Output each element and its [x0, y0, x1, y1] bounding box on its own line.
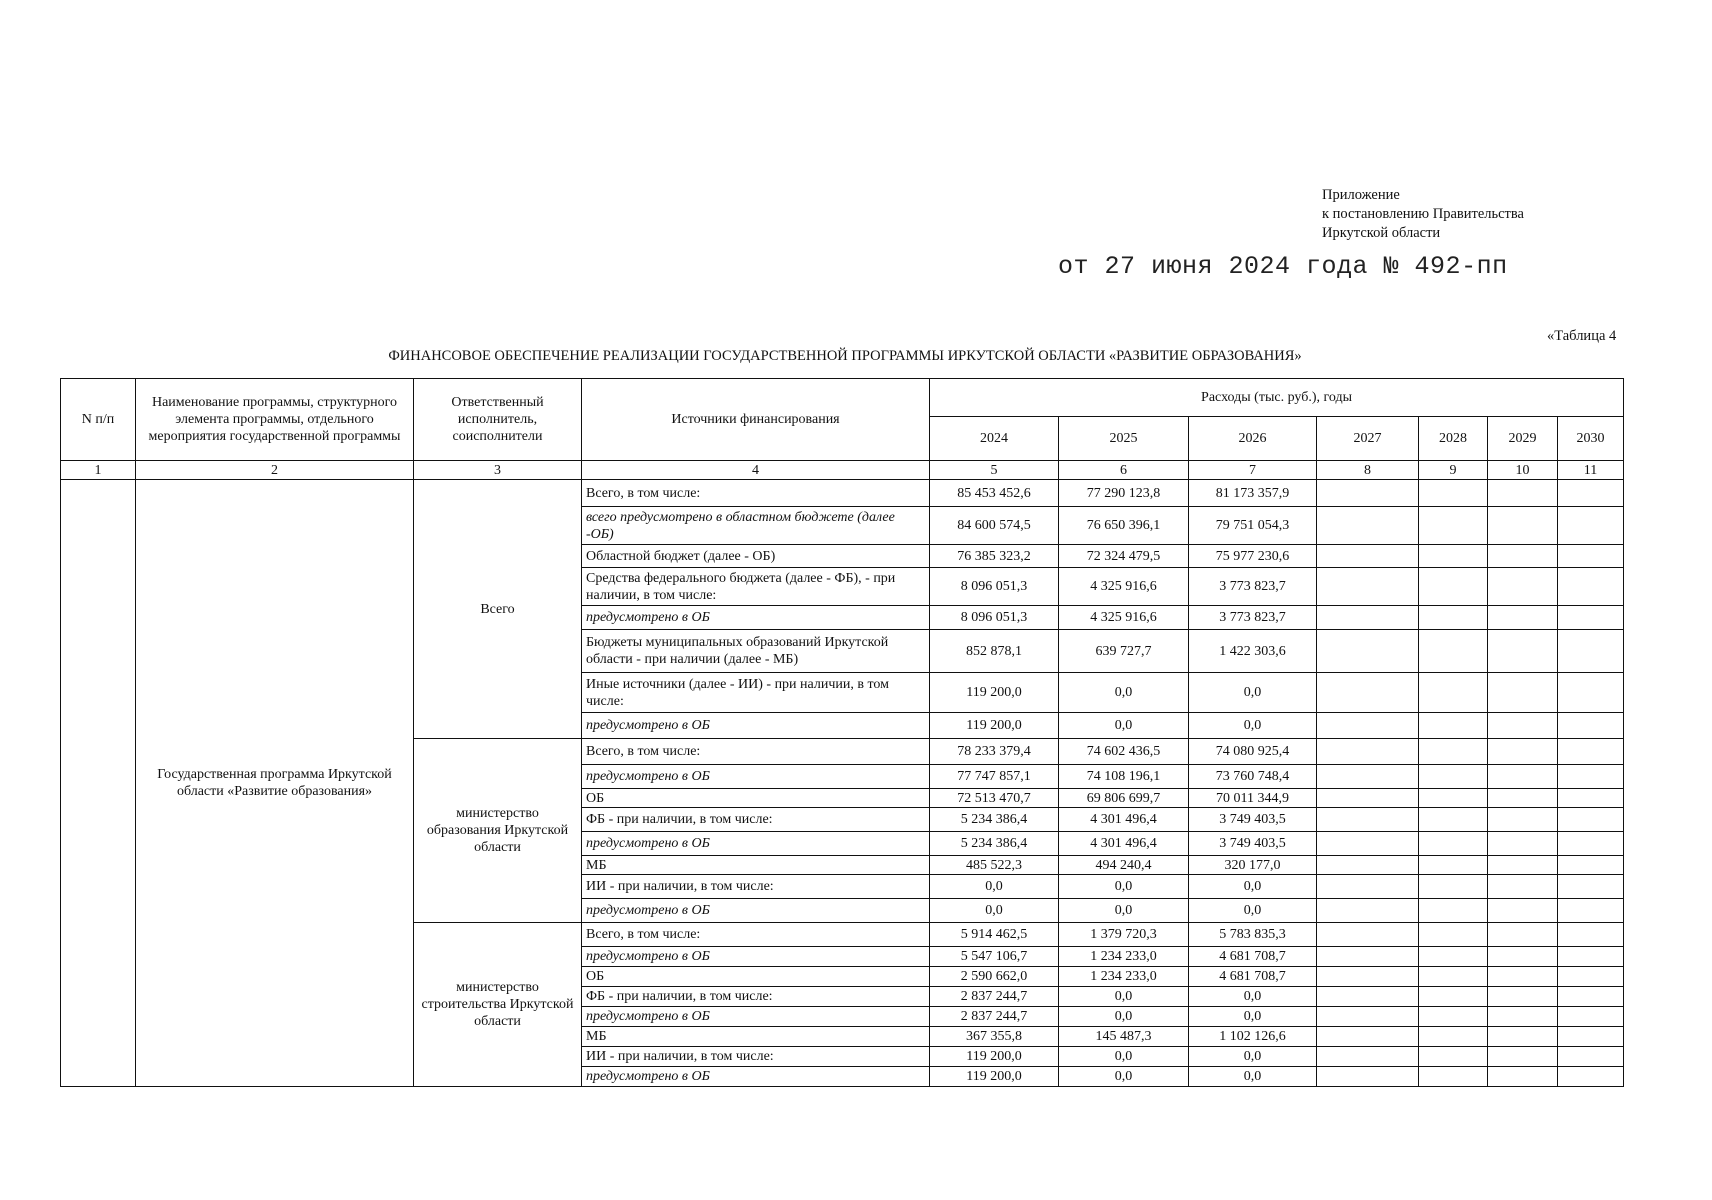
value-cell: 4 325 916,6: [1059, 606, 1189, 630]
header-source: Источники финансирования: [582, 379, 930, 461]
empty-value-cell: [1558, 673, 1624, 713]
value-cell: 70 011 344,9: [1189, 789, 1317, 808]
empty-value-cell: [1419, 630, 1488, 673]
empty-value-cell: [1558, 947, 1624, 967]
value-cell: 1 379 720,3: [1059, 923, 1189, 947]
empty-value-cell: [1558, 875, 1624, 899]
value-cell: 0,0: [1189, 899, 1317, 923]
empty-value-cell: [1419, 1027, 1488, 1047]
empty-value-cell: [1488, 967, 1558, 987]
empty-value-cell: [1317, 987, 1419, 1007]
value-cell: 72 324 479,5: [1059, 545, 1189, 568]
source-cell: Всего, в том числе:: [582, 739, 930, 765]
column-index: 8: [1317, 461, 1419, 480]
empty-value-cell: [1488, 832, 1558, 856]
value-cell: 0,0: [1059, 875, 1189, 899]
value-cell: 85 453 452,6: [930, 480, 1059, 507]
empty-value-cell: [1558, 713, 1624, 739]
value-cell: 0,0: [1189, 987, 1317, 1007]
column-index: 4: [582, 461, 930, 480]
source-cell: всего предусмотрено в областном бюджете (далее -ОБ): [582, 507, 930, 545]
source-cell: Бюджеты муниципальных образований Иркутской области - при наличии (далее - МБ): [582, 630, 930, 673]
empty-value-cell: [1317, 1027, 1419, 1047]
empty-value-cell: [1317, 808, 1419, 832]
empty-value-cell: [1488, 899, 1558, 923]
value-cell: 320 177,0: [1189, 856, 1317, 875]
value-cell: 0,0: [1189, 673, 1317, 713]
value-cell: 5 234 386,4: [930, 808, 1059, 832]
empty-value-cell: [1419, 987, 1488, 1007]
value-cell: 2 837 244,7: [930, 987, 1059, 1007]
empty-value-cell: [1317, 507, 1419, 545]
source-cell: МБ: [582, 1027, 930, 1047]
value-cell: 0,0: [1059, 1007, 1189, 1027]
value-cell: 0,0: [1059, 1047, 1189, 1067]
value-cell: 0,0: [1189, 1047, 1317, 1067]
empty-value-cell: [1488, 568, 1558, 606]
empty-value-cell: [1419, 1007, 1488, 1027]
empty-value-cell: [1558, 568, 1624, 606]
column-index: 5: [930, 461, 1059, 480]
value-cell: 119 200,0: [930, 713, 1059, 739]
header-program-name: Наименование программы, структурного элемента программы, отдельного мероприятия государственной программы: [136, 379, 414, 461]
source-cell: ОБ: [582, 789, 930, 808]
value-cell: 1 422 303,6: [1189, 630, 1317, 673]
value-cell: 0,0: [1189, 875, 1317, 899]
empty-value-cell: [1317, 832, 1419, 856]
empty-value-cell: [1558, 606, 1624, 630]
empty-value-cell: [1488, 765, 1558, 789]
empty-value-cell: [1317, 967, 1419, 987]
value-cell: 8 096 051,3: [930, 606, 1059, 630]
header-expenses: Расходы (тыс. руб.), годы: [930, 379, 1624, 417]
value-cell: 77 747 857,1: [930, 765, 1059, 789]
value-cell: 79 751 054,3: [1189, 507, 1317, 545]
empty-value-cell: [1317, 947, 1419, 967]
value-cell: 74 108 196,1: [1059, 765, 1189, 789]
column-index-row: [61, 461, 1624, 480]
column-index: 11: [1558, 461, 1624, 480]
column-index: 3: [414, 461, 582, 480]
empty-value-cell: [1317, 1067, 1419, 1087]
value-cell: 1 234 233,0: [1059, 947, 1189, 967]
value-cell: 0,0: [1059, 987, 1189, 1007]
resolution-stamp: от 27 июня 2024 года № 492-пп: [1058, 252, 1508, 281]
empty-value-cell: [1558, 480, 1624, 507]
empty-value-cell: [1558, 1047, 1624, 1067]
empty-value-cell: [1488, 1047, 1558, 1067]
value-cell: 76 650 396,1: [1059, 507, 1189, 545]
value-cell: 4 681 708,7: [1189, 947, 1317, 967]
header-year: 2024: [930, 417, 1059, 461]
empty-value-cell: [1488, 923, 1558, 947]
value-cell: 0,0: [1189, 1067, 1317, 1087]
source-cell: предусмотрено в ОБ: [582, 1067, 930, 1087]
column-index: 1: [61, 461, 136, 480]
empty-value-cell: [1419, 875, 1488, 899]
column-index: 9: [1419, 461, 1488, 480]
source-cell: предусмотрено в ОБ: [582, 899, 930, 923]
empty-value-cell: [1419, 856, 1488, 875]
column-index: 2: [136, 461, 414, 480]
empty-value-cell: [1317, 739, 1419, 765]
value-cell: 69 806 699,7: [1059, 789, 1189, 808]
empty-value-cell: [1317, 1047, 1419, 1067]
empty-value-cell: [1419, 673, 1488, 713]
executor-cell: министерство образования Иркутской области: [414, 739, 582, 923]
value-cell: 81 173 357,9: [1189, 480, 1317, 507]
empty-value-cell: [1317, 1007, 1419, 1027]
source-cell: ФБ - при наличии, в том числе:: [582, 987, 930, 1007]
empty-value-cell: [1419, 480, 1488, 507]
value-cell: 74 080 925,4: [1189, 739, 1317, 765]
value-cell: 852 878,1: [930, 630, 1059, 673]
value-cell: 0,0: [1059, 899, 1189, 923]
header-year: 2025: [1059, 417, 1189, 461]
empty-value-cell: [1558, 545, 1624, 568]
document-title: ФИНАНСОВОЕ ОБЕСПЕЧЕНИЕ РЕАЛИЗАЦИИ ГОСУДАРСТВЕННОЙ ПРОГРАММЫ ИРКУТСКОЙ ОБЛАСТИ «РАЗВИТИЕ ОБРАЗОВАНИЯ»: [388, 348, 1302, 364]
column-index: 7: [1189, 461, 1317, 480]
empty-value-cell: [1558, 1067, 1624, 1087]
empty-value-cell: [1558, 967, 1624, 987]
value-cell: 639 727,7: [1059, 630, 1189, 673]
empty-value-cell: [1317, 673, 1419, 713]
source-cell: МБ: [582, 856, 930, 875]
header-year: 2026: [1189, 417, 1317, 461]
empty-value-cell: [1488, 987, 1558, 1007]
empty-value-cell: [1558, 765, 1624, 789]
value-cell: 367 355,8: [930, 1027, 1059, 1047]
table-label: «Таблица 4: [1547, 328, 1617, 344]
source-cell: Областной бюджет (далее - ОБ): [582, 545, 930, 568]
source-cell: ИИ - при наличии, в том числе:: [582, 875, 930, 899]
header-year: 2028: [1419, 417, 1488, 461]
empty-value-cell: [1488, 713, 1558, 739]
executor-cell: министерство строительства Иркутской области: [414, 923, 582, 1087]
financing-table: [60, 378, 1624, 1087]
empty-value-cell: [1317, 568, 1419, 606]
empty-value-cell: [1488, 545, 1558, 568]
empty-value-cell: [1317, 899, 1419, 923]
empty-value-cell: [1419, 545, 1488, 568]
empty-value-cell: [1419, 947, 1488, 967]
empty-value-cell: [1419, 923, 1488, 947]
appendix-note: [1322, 186, 1524, 243]
empty-value-cell: [1558, 630, 1624, 673]
empty-value-cell: [1488, 808, 1558, 832]
value-cell: 8 096 051,3: [930, 568, 1059, 606]
appendix-line-3: Иркутской области: [1322, 225, 1441, 241]
empty-value-cell: [1558, 1027, 1624, 1047]
value-cell: 4 301 496,4: [1059, 808, 1189, 832]
value-cell: 0,0: [1059, 1067, 1189, 1087]
empty-value-cell: [1488, 789, 1558, 808]
empty-value-cell: [1419, 1047, 1488, 1067]
source-cell: Всего, в том числе:: [582, 480, 930, 507]
value-cell: 119 200,0: [930, 673, 1059, 713]
empty-value-cell: [1419, 789, 1488, 808]
empty-value-cell: [1488, 606, 1558, 630]
source-cell: Всего, в том числе:: [582, 923, 930, 947]
empty-value-cell: [1419, 808, 1488, 832]
value-cell: 4 301 496,4: [1059, 832, 1189, 856]
source-cell: Средства федерального бюджета (далее - ФБ), - при наличии, в том числе:: [582, 568, 930, 606]
header-num: N п/п: [61, 379, 136, 461]
source-cell: Иные источники (далее - ИИ) - при наличии, в том числе:: [582, 673, 930, 713]
empty-value-cell: [1419, 739, 1488, 765]
source-cell: предусмотрено в ОБ: [582, 1007, 930, 1027]
value-cell: 1 234 233,0: [1059, 967, 1189, 987]
empty-value-cell: [1419, 507, 1488, 545]
header-year: 2027: [1317, 417, 1419, 461]
source-cell: предусмотрено в ОБ: [582, 713, 930, 739]
value-cell: 1 102 126,6: [1189, 1027, 1317, 1047]
empty-value-cell: [1419, 832, 1488, 856]
source-cell: предусмотрено в ОБ: [582, 832, 930, 856]
empty-value-cell: [1317, 630, 1419, 673]
value-cell: 485 522,3: [930, 856, 1059, 875]
empty-value-cell: [1488, 507, 1558, 545]
header-year: 2030: [1558, 417, 1624, 461]
value-cell: 3 773 823,7: [1189, 606, 1317, 630]
empty-value-cell: [1419, 606, 1488, 630]
appendix-line-1: Приложение: [1322, 187, 1400, 203]
value-cell: 5 783 835,3: [1189, 923, 1317, 947]
empty-value-cell: [1317, 713, 1419, 739]
value-cell: 3 749 403,5: [1189, 832, 1317, 856]
empty-value-cell: [1317, 923, 1419, 947]
program-name-cell: Государственная программа Иркутской области «Развитие образования»: [136, 480, 414, 1087]
value-cell: 0,0: [1189, 713, 1317, 739]
empty-value-cell: [1488, 630, 1558, 673]
row-number-cell: [61, 480, 136, 1087]
empty-value-cell: [1558, 789, 1624, 808]
value-cell: 0,0: [1059, 713, 1189, 739]
empty-value-cell: [1419, 713, 1488, 739]
value-cell: 73 760 748,4: [1189, 765, 1317, 789]
empty-value-cell: [1488, 947, 1558, 967]
source-cell: предусмотрено в ОБ: [582, 606, 930, 630]
value-cell: 0,0: [930, 899, 1059, 923]
value-cell: 0,0: [1189, 1007, 1317, 1027]
empty-value-cell: [1558, 923, 1624, 947]
value-cell: 2 590 662,0: [930, 967, 1059, 987]
value-cell: 145 487,3: [1059, 1027, 1189, 1047]
empty-value-cell: [1558, 987, 1624, 1007]
empty-value-cell: [1317, 765, 1419, 789]
empty-value-cell: [1488, 673, 1558, 713]
empty-value-cell: [1419, 765, 1488, 789]
empty-value-cell: [1317, 789, 1419, 808]
value-cell: 0,0: [1059, 673, 1189, 713]
empty-value-cell: [1419, 568, 1488, 606]
empty-value-cell: [1558, 507, 1624, 545]
value-cell: 4 325 916,6: [1059, 568, 1189, 606]
column-index: 10: [1488, 461, 1558, 480]
value-cell: 72 513 470,7: [930, 789, 1059, 808]
value-cell: 4 681 708,7: [1189, 967, 1317, 987]
empty-value-cell: [1558, 808, 1624, 832]
value-cell: 3 773 823,7: [1189, 568, 1317, 606]
empty-value-cell: [1317, 856, 1419, 875]
source-cell: предусмотрено в ОБ: [582, 947, 930, 967]
header-year: 2029: [1488, 417, 1558, 461]
empty-value-cell: [1317, 545, 1419, 568]
empty-value-cell: [1488, 856, 1558, 875]
empty-value-cell: [1488, 1067, 1558, 1087]
value-cell: 5 914 462,5: [930, 923, 1059, 947]
value-cell: 5 547 106,7: [930, 947, 1059, 967]
empty-value-cell: [1419, 899, 1488, 923]
source-cell: ИИ - при наличии, в том числе:: [582, 1047, 930, 1067]
column-index: 6: [1059, 461, 1189, 480]
source-cell: ФБ - при наличии, в том числе:: [582, 808, 930, 832]
empty-value-cell: [1558, 832, 1624, 856]
value-cell: 84 600 574,5: [930, 507, 1059, 545]
source-cell: предусмотрено в ОБ: [582, 765, 930, 789]
value-cell: 3 749 403,5: [1189, 808, 1317, 832]
value-cell: 76 385 323,2: [930, 545, 1059, 568]
table-row: [61, 480, 1624, 507]
empty-value-cell: [1488, 1007, 1558, 1027]
empty-value-cell: [1558, 856, 1624, 875]
header-executor: Ответственный исполнитель, соисполнители: [414, 379, 582, 461]
empty-value-cell: [1317, 606, 1419, 630]
value-cell: 119 200,0: [930, 1047, 1059, 1067]
value-cell: 119 200,0: [930, 1067, 1059, 1087]
empty-value-cell: [1317, 480, 1419, 507]
value-cell: 2 837 244,7: [930, 1007, 1059, 1027]
value-cell: 78 233 379,4: [930, 739, 1059, 765]
value-cell: 74 602 436,5: [1059, 739, 1189, 765]
source-cell: ОБ: [582, 967, 930, 987]
header-row: [61, 379, 1624, 417]
value-cell: 5 234 386,4: [930, 832, 1059, 856]
empty-value-cell: [1488, 1027, 1558, 1047]
empty-value-cell: [1558, 899, 1624, 923]
value-cell: 77 290 123,8: [1059, 480, 1189, 507]
empty-value-cell: [1488, 739, 1558, 765]
appendix-line-2: к постановлению Правительства: [1322, 206, 1524, 222]
value-cell: 0,0: [930, 875, 1059, 899]
value-cell: 494 240,4: [1059, 856, 1189, 875]
empty-value-cell: [1317, 875, 1419, 899]
empty-value-cell: [1488, 875, 1558, 899]
empty-value-cell: [1419, 1067, 1488, 1087]
empty-value-cell: [1419, 967, 1488, 987]
empty-value-cell: [1558, 1007, 1624, 1027]
executor-cell: Всего: [414, 480, 582, 739]
empty-value-cell: [1558, 739, 1624, 765]
empty-value-cell: [1488, 480, 1558, 507]
value-cell: 75 977 230,6: [1189, 545, 1317, 568]
